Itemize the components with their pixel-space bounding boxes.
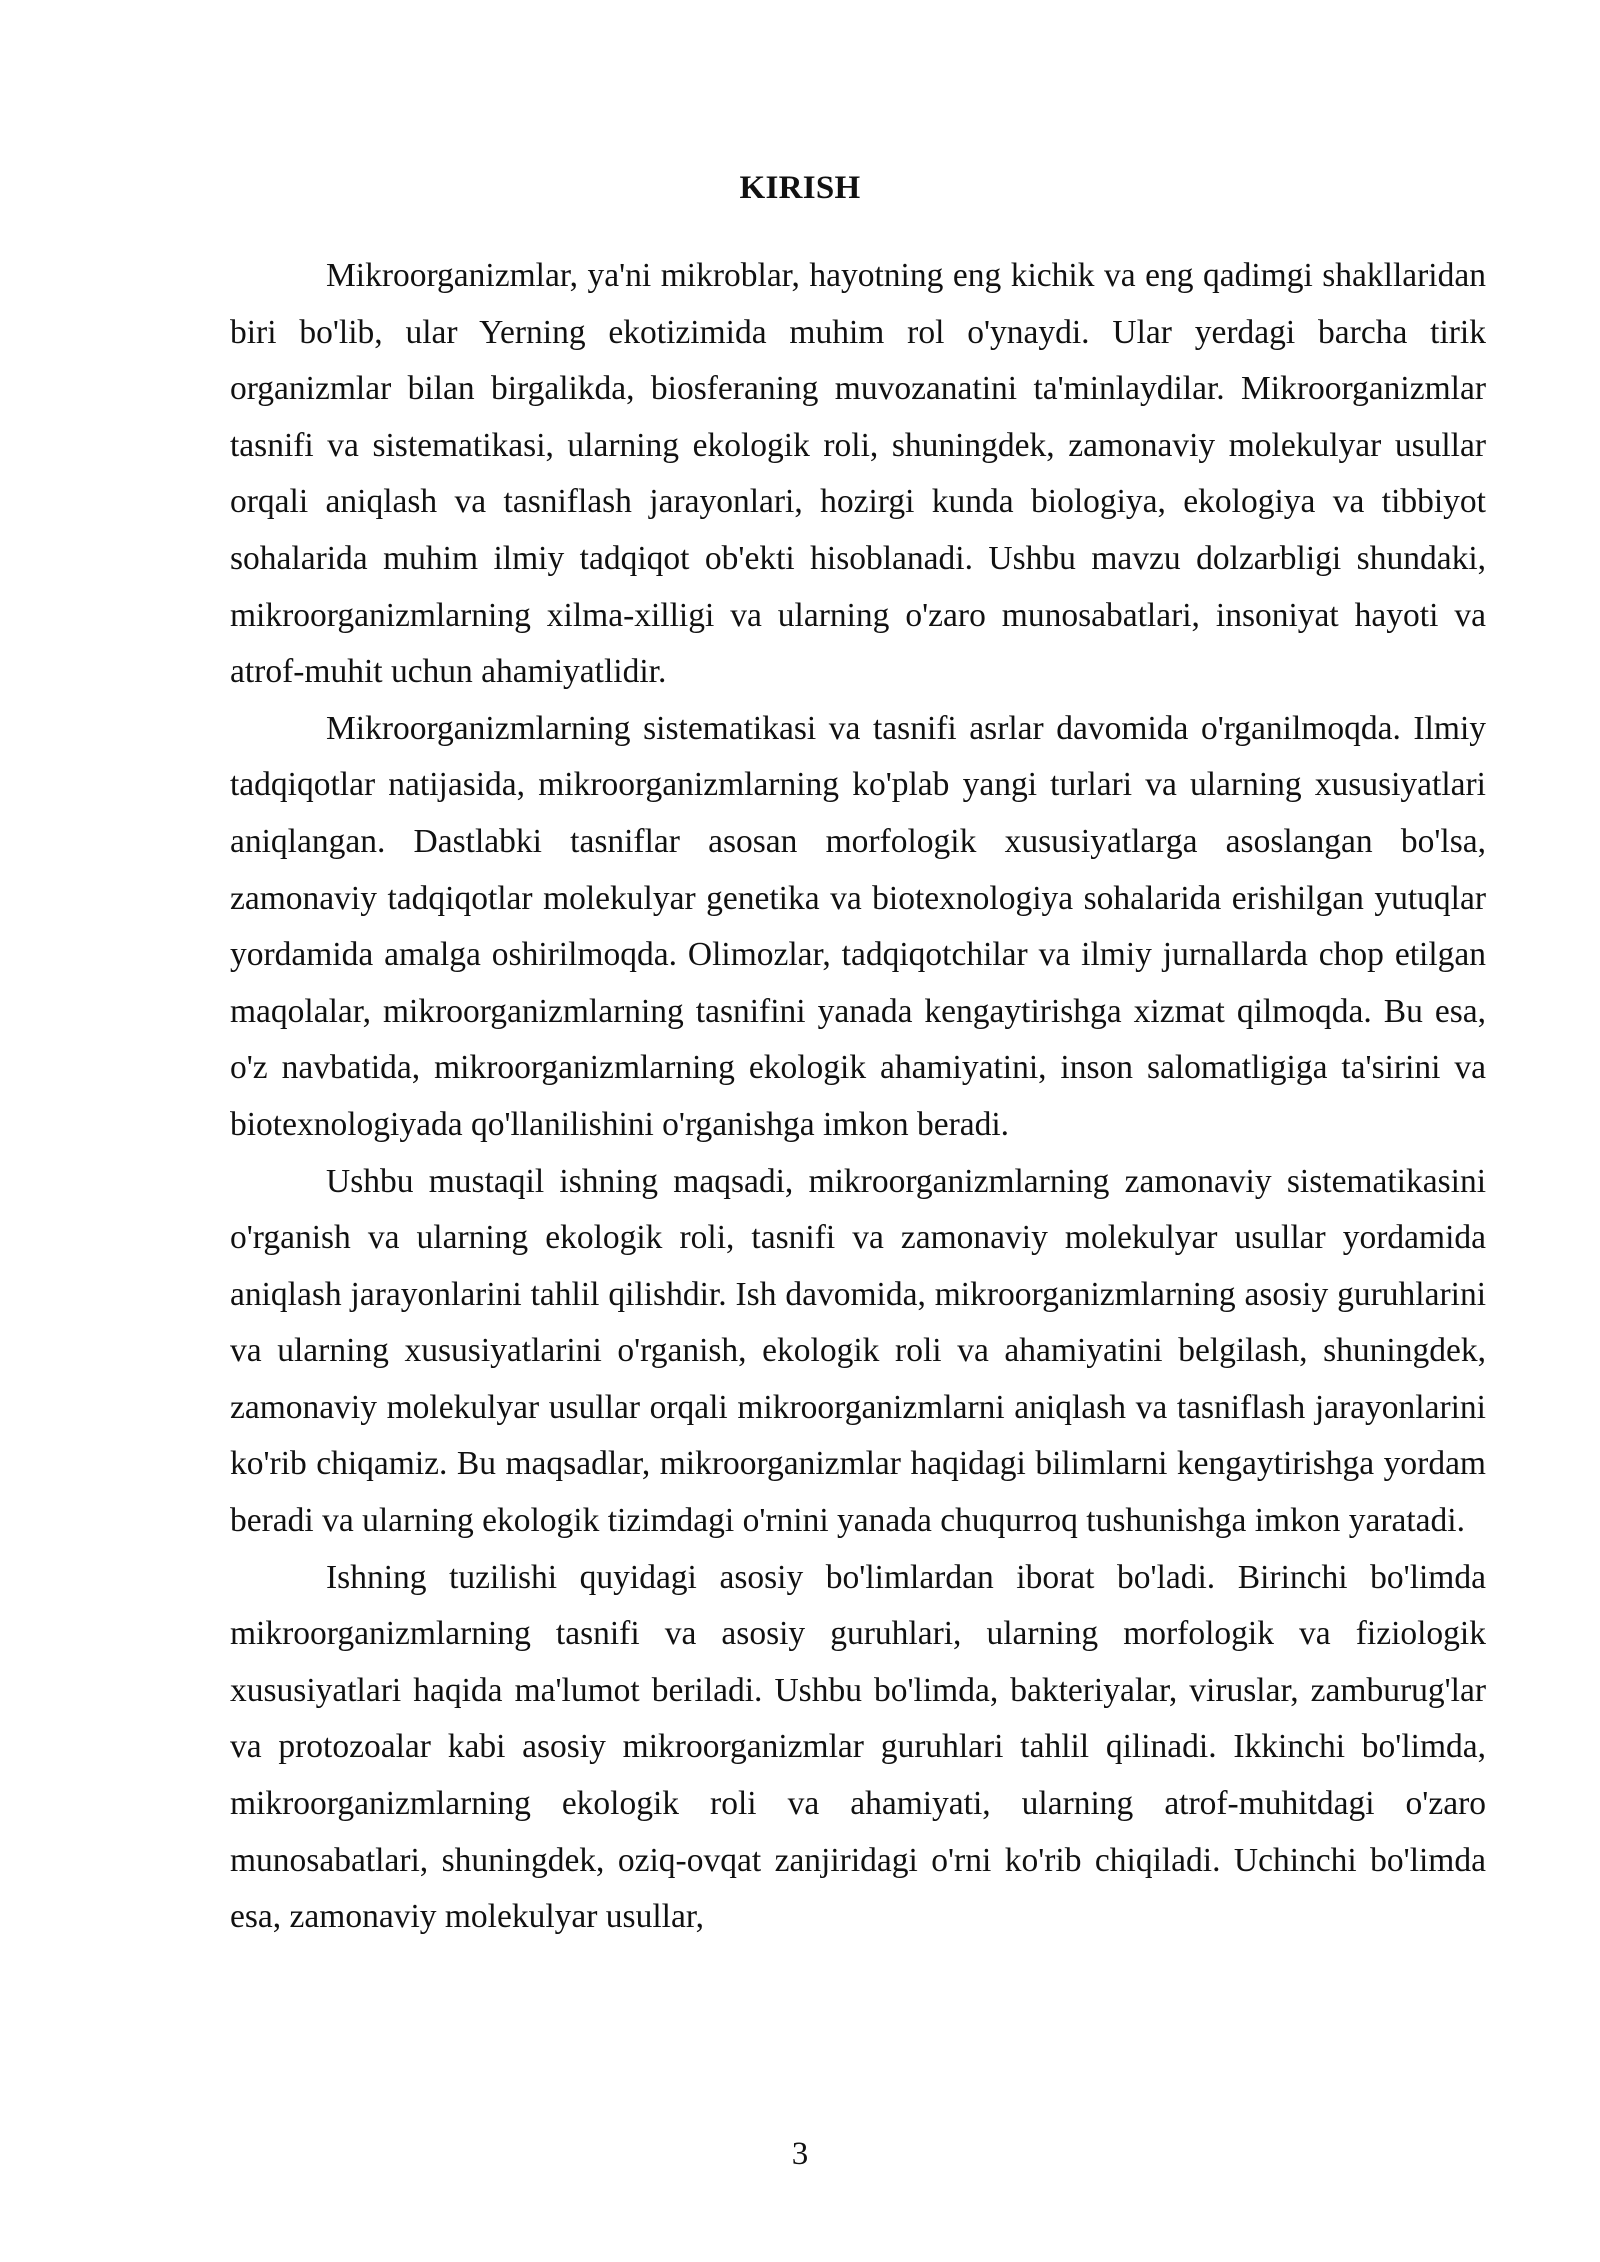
paragraph-3: Ushbu mustaqil ishning maqsadi, mikroorganizmlarning zamonaviy sistematikasini o'rganish va ularning ekologik roli, tasnifi va zamonaviy molekulyar usullar yordamida aniqlash jarayonlarini tahlil qilishdir. Ish davomida, mikroorganizmlarning asosiy guruhlarini va ularning xususiyatlarini o'rganish, ekologik roli va ahamiyatini belgilash, shuningdek, zamonaviy molekulyar usullar orqali mikroorganizmlarni aniqlash va tasniflash jarayonlarini ko'rib chiqamiz. Bu maqsadlar, mikroorganizmlar haqidagi bilimlarni kengaytirishga yordam beradi va ularning ekologik tizimdagi o'rnini yanada chuqurroq tushunishga imkon yaratadi. [230,1162,1486,1540]
page-number: 3 [791,2136,809,2172]
section-heading: KIRISH [739,170,861,206]
body-text [230,248,1486,1946]
paragraph-2: Mikroorganizmlarning sistematikasi va tasnifi asrlar davomida o'rganilmoqda. Ilmiy tadqiqotlar natijasida, mikroorganizmlarning ko'plab yangi turlari va ularning xususiyatlari aniqlangan. Dastlabki tasniflar asosan morfologik xususiyatlarga asoslangan bo'lsa, zamonaviy tadqiqotlar molekulyar genetika va biotexnologiya sohalarida erishilgan yutuqlar yordamida amalga oshirilmoqda. Olimozlar, tadqiqotchilar va ilmiy jurnallarda chop etilgan maqolalar, mikroorganizmlarning tasnifini yanada kengaytirishga xizmat qilmoqda. Bu esa, o'z navbatida, mikroorganizmlarning ekologik ahamiyatini, inson salomatligiga ta'sirini va biotexnologiyada qo'llanilishini o'rganishga imkon beradi. [230,709,1486,1143]
paragraph-1: Mikroorganizmlar, ya'ni mikroblar, hayotning eng kichik va eng qadimgi shakllaridan biri bo'lib, ular Yerning ekotizimida muhim rol o'ynaydi. Ular yerdagi barcha tirik organizmlar bilan birgalikda, biosferaning muvozanatini ta'minlaydilar. Mikroorganizmlar tasnifi va sistematikasi, ularning ekologik roli, shuningdek, zamonaviy molekulyar usullar orqali aniqlash va tasniflash jarayonlari, hozirgi kunda biologiya, ekologiya va tibbiyot sohalarida muhim ilmiy tadqiqot ob'ekti hisoblanadi. Ushbu mavzu dolzarbligi shundaki, mikroorganizmlarning xilma-xilligi va ularning o'zaro munosabatlari, insoniyat hayoti va atrof-muhit uchun ahamiyatlidir. [230,257,1486,691]
paragraph-4: Ishning tuzilishi quyidagi asosiy bo'limlardan iborat bo'ladi. Birinchi bo'limda mikroorganizmlarning tasnifi va asosiy guruhlari, ularning morfologik va fiziologik xususiyatlari haqida ma'lumot beriladi. Ushbu bo'limda, bakteriyalar, viruslar, zamburug'lar va protozoalar kabi asosiy mikroorganizmlar guruhlari tahlil qilinadi. Ikkinchi bo'limda, mikroorganizmlarning ekologik roli va ahamiyati, ularning atrof-muhitdagi o'zaro munosabatlari, shuningdek, oziq-ovqat zanjiridagi o'rni ko'rib chiqiladi. Uchinchi bo'limda esa, zamonaviy molekulyar usullar, [230,1558,1486,1936]
